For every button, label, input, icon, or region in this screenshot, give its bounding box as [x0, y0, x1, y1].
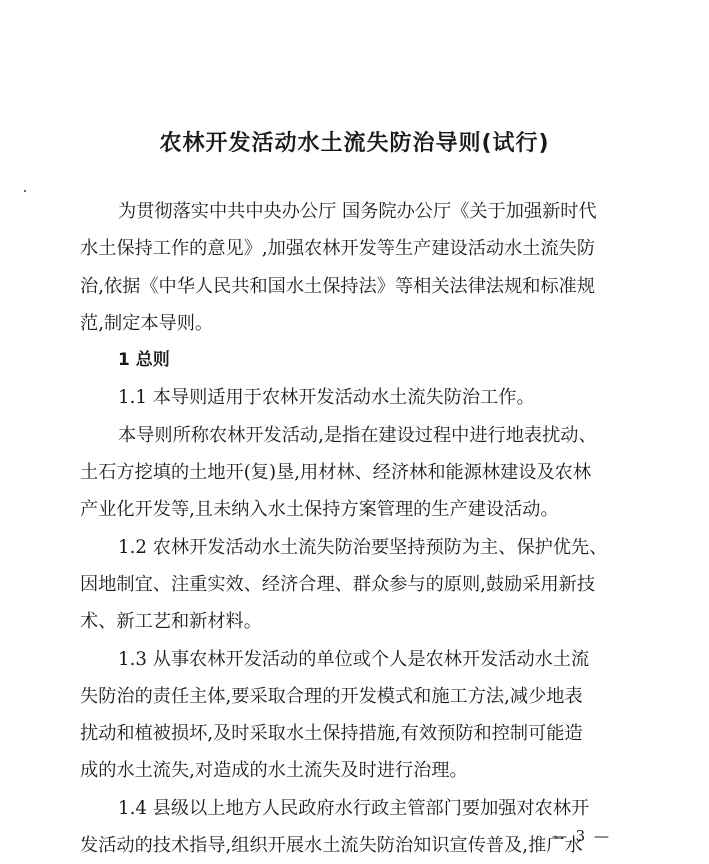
paragraph-line: 发活动的技术指导,组织开展水土流失防治知识宣传普及,推广水: [80, 835, 583, 857]
paragraph-line: 扰动和植被损坏,及时采取水土保持措施,有效预防和控制可能造: [80, 723, 583, 745]
page-number: — 3 —: [551, 827, 611, 845]
paragraph-line: 因地制宜、注重实效、经济合理、群众参与的原则,鼓励采用新技: [80, 573, 596, 595]
paragraph-line: 1.2 农林开发活动水土流失防治要坚持预防为主、保护优先、: [118, 536, 608, 558]
paragraph-line: 成的水土流失,对造成的水土流失及时进行治理。: [80, 760, 468, 782]
paragraph-line: 产业化开发等,且未纳入水土保持方案管理的生产建设活动。: [80, 499, 559, 521]
paragraph-line: 1.1 本导则适用于农林开发活动水土流失防治工作。: [118, 387, 535, 409]
paragraph-line: 为贯彻落实中共中央办公厅 国务院办公厅《关于加强新时代: [118, 201, 597, 222]
paragraph-line: 失防治的责任主体,要采取合理的开发模式和施工方法,减少地表: [80, 685, 583, 707]
paragraph-line: 治,依据《中华人民共和国水土保持法》等相关法律法规和标准规: [80, 275, 596, 297]
document-body: [80, 193, 618, 864]
paragraph-line: 范,制定本导则。: [80, 312, 214, 334]
scan-speck: [24, 190, 26, 192]
paragraph-line: 1.4 县级以上地方人民政府水行政主管部门要加强对农林开: [118, 797, 590, 819]
paragraph-line: 术、新工艺和新材料。: [80, 611, 262, 633]
section-heading: 1 总则: [118, 350, 170, 371]
paragraph-line: 水土保持工作的意见》,加强农林开发等生产建设活动水土流失防: [80, 238, 596, 260]
paragraph-line: 土石方挖填的土地开(复)垦,用材林、经济林和能源林建设及农林: [80, 462, 592, 484]
paragraph-line: 本导则所称农林开发活动,是指在建设过程中进行地表扰动、: [118, 424, 597, 446]
document-title: 农林开发活动水土流失防治导则(试行): [159, 131, 550, 156]
paragraph-line: 1.3 从事农林开发活动的单位或个人是农林开发活动水土流: [118, 648, 590, 670]
